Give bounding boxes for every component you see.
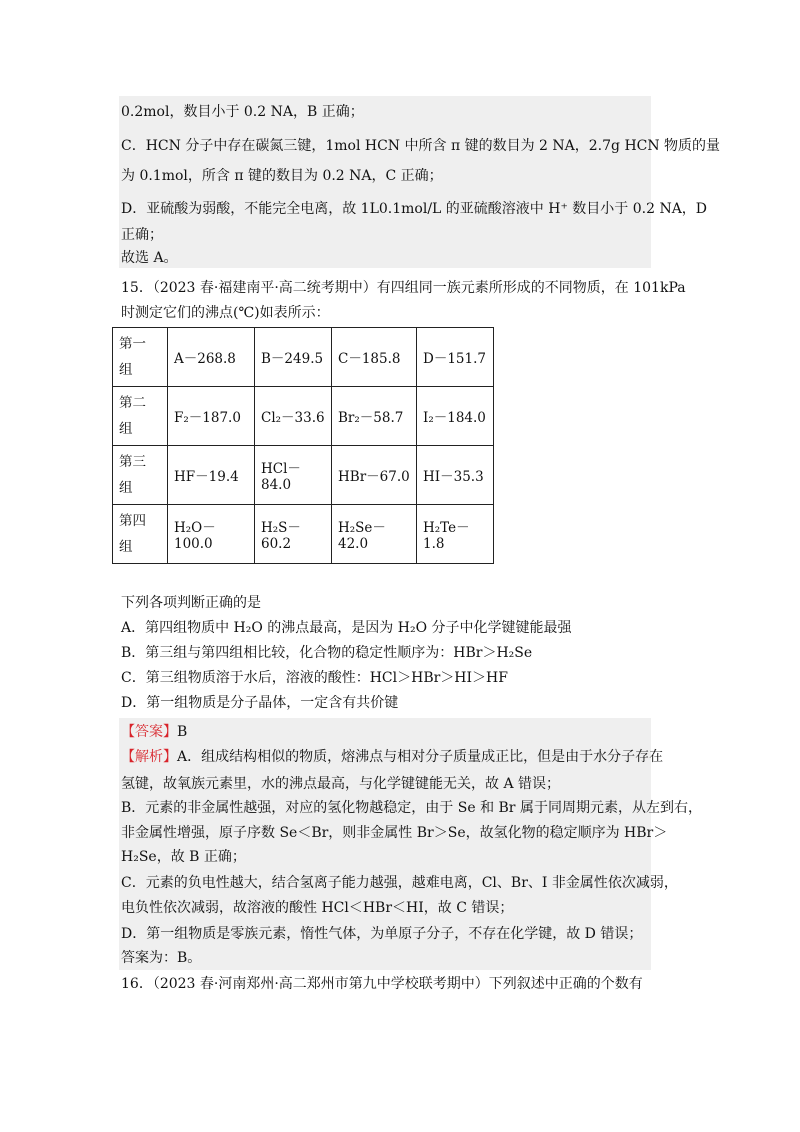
table-cell: Br₂－58.7 bbox=[332, 387, 417, 446]
table-row bbox=[113, 387, 494, 446]
answer-value: B bbox=[177, 724, 188, 740]
analysis-line-8: D．第一组物质是零族元素，惰性气体，为单原子分子，不存在化学键，故 D 错误； bbox=[121, 926, 643, 942]
table-cell: H₂O－100.0 bbox=[168, 505, 255, 564]
table-cell: I₂－184.0 bbox=[417, 387, 494, 446]
analysis-line-1 bbox=[121, 747, 663, 767]
answer-tag: 【答案】 bbox=[121, 724, 177, 740]
analysis-line-5: H₂Se，故 B 正确； bbox=[121, 849, 246, 865]
table-cell: F₂－187.0 bbox=[168, 387, 255, 446]
table-cell: B－249.5 bbox=[255, 328, 332, 387]
table-cell: HBr－67.0 bbox=[332, 446, 417, 505]
analysis-line-2: 氢键，故氧族元素里，水的沸点最高，与化学键键能无关，故 A 错误； bbox=[121, 776, 561, 792]
answer-line bbox=[121, 722, 187, 742]
q16-stem: 16．（2023 春·河南郑州·高二郑州市第九中学校联考期中）下列叙述中正确的个数有 bbox=[121, 976, 643, 992]
prev-solution-line-5: 正确； bbox=[121, 227, 163, 243]
prev-solution-line-2: C．HCN 分子中存在碳氮三键，1mol HCN 中所含 π 键的数目为 2 NA，2.7g HCN 物质的量 bbox=[121, 138, 721, 154]
q15-option-c: C．第三组物质溶于水后，溶液的酸性：HCl＞HBr＞HI＞HF bbox=[121, 670, 508, 686]
q15-stem-line-1: 15．（2023 春·福建南平·高二统考期中）有四组同一族元素所形成的不同物质，在 101kPa bbox=[121, 280, 686, 296]
row-label: 第四 组 bbox=[113, 505, 168, 564]
prev-solution-line-1: 0.2mol，数目小于 0.2 NA，B 正确； bbox=[121, 104, 364, 120]
analysis-text: A．组成结构相似的物质，熔沸点与相对分子质量成正比，但是由于水分子存在 bbox=[177, 749, 664, 765]
analysis-line-6: C．元素的负电性越大，结合氢离子能力越强，越难电离，Cl、Br、I 非金属性依次减弱， bbox=[121, 875, 678, 891]
table-row bbox=[113, 328, 494, 387]
analysis-line-9: 答案为：B。 bbox=[121, 950, 202, 966]
prev-solution-line-4: D．亚硫酸为弱酸，不能完全电离，故 1L0.1mol/L 的亚硫酸溶液中 H⁺ 数目小于 0.2 NA，D bbox=[121, 201, 708, 217]
analysis-tag: 【解析】 bbox=[121, 749, 177, 765]
table-cell: HF－19.4 bbox=[168, 446, 255, 505]
analysis-line-3: B．元素的非金属性越强，对应的氢化物越稳定，由于 Se 和 Br 属于同周期元素，从左到右， bbox=[121, 800, 702, 816]
table-row bbox=[113, 446, 494, 505]
prev-solution-line-3: 为 0.1mol，所含 π 键的数目为 0.2 NA，C 正确； bbox=[121, 168, 443, 184]
analysis-line-7: 电负性依次减弱，故溶液的酸性 HCl＜HBr＜HI，故 C 错误； bbox=[121, 900, 514, 916]
q15-option-a: A．第四组物质中 H₂O 的沸点最高，是因为 H₂O 分子中化学键键能最强 bbox=[121, 620, 572, 636]
table-cell: H₂Se－42.0 bbox=[332, 505, 417, 564]
row-label: 第二 组 bbox=[113, 387, 168, 446]
q15-option-b: B．第三组与第四组相比较，化合物的稳定性顺序为：HBr＞H₂Se bbox=[121, 645, 533, 661]
boiling-point-table bbox=[112, 327, 494, 564]
table-cell: H₂S－60.2 bbox=[255, 505, 332, 564]
table-cell: D－151.7 bbox=[417, 328, 494, 387]
table-cell: H₂Te－1.8 bbox=[417, 505, 494, 564]
row-label: 第三 组 bbox=[113, 446, 168, 505]
table-row bbox=[113, 505, 494, 564]
analysis-line-4: 非金属性增强，原子序数 Se＜Br，则非金属性 Br＞Se，故氢化物的稳定顺序为 HBr＞ bbox=[121, 825, 668, 841]
q15-stem-line-2: 时测定它们的沸点(℃)如表所示： bbox=[121, 305, 330, 321]
table-cell: Cl₂－33.6 bbox=[255, 387, 332, 446]
table-cell: HI－35.3 bbox=[417, 446, 494, 505]
q15-option-d: D．第一组物质是分子晶体，一定含有共价键 bbox=[121, 695, 399, 711]
row-label: 第一 组 bbox=[113, 328, 168, 387]
q15-prompt: 下列各项判断正确的是 bbox=[121, 595, 261, 611]
table-cell: HCl－84.0 bbox=[255, 446, 332, 505]
table-cell: C－185.8 bbox=[332, 328, 417, 387]
prev-solution-line-6: 故选 A。 bbox=[121, 250, 178, 266]
table-cell: A－268.8 bbox=[168, 328, 255, 387]
